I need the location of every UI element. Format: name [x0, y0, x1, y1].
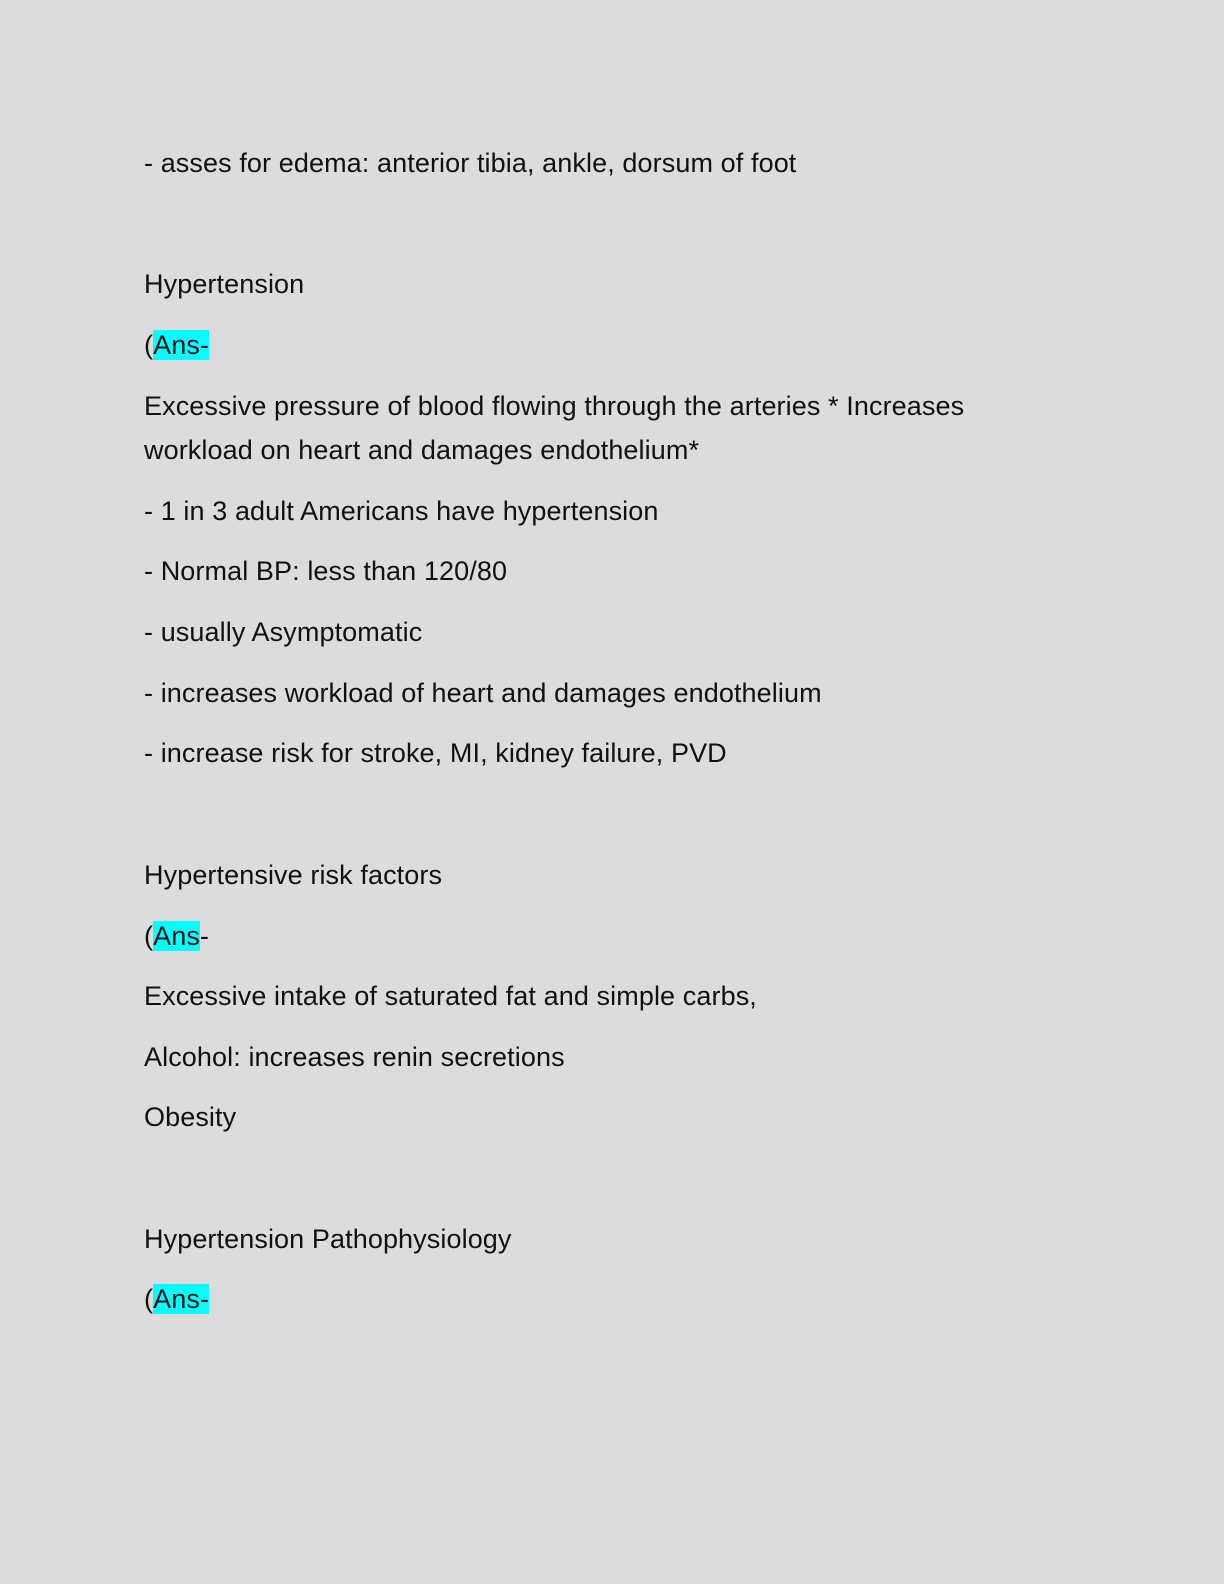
body-line: - usually Asymptomatic	[144, 617, 423, 647]
answer-highlight: Ans-	[153, 330, 210, 360]
body-line: Alcohol: increases renin secretions	[144, 1042, 565, 1072]
body-line: - increase risk for stroke, MI, kidney failure, PVD	[144, 738, 727, 768]
section-heading-risk-factors: Hypertensive risk factors	[144, 860, 443, 890]
body-line: - increases workload of heart and damages endothelium	[144, 678, 822, 708]
section-heading-pathophysiology: Hypertension Pathophysiology	[144, 1224, 512, 1254]
answer-highlight: Ans-	[153, 1284, 210, 1314]
answer-after: -	[199, 921, 210, 951]
body-paragraph: Excessive pressure of blood flowing through the arteries * Increases workload on heart and damages endothelium*	[144, 391, 965, 465]
answer-marker	[144, 1277, 209, 1321]
body-line: - 1 in 3 adult Americans have hypertension	[144, 496, 659, 526]
answer-open: (	[144, 330, 154, 360]
answer-highlight: Ans	[153, 921, 200, 951]
body-line: Excessive intake of saturated fat and simple carbs,	[144, 981, 757, 1011]
answer-open: (	[144, 1284, 154, 1314]
answer-open: (	[144, 921, 154, 951]
answer-marker	[144, 323, 209, 367]
section-heading-hypertension: Hypertension	[144, 269, 305, 299]
intro-line: - asses for edema: anterior tibia, ankle, dorsum of foot	[144, 148, 797, 178]
body-line: Obesity	[144, 1102, 237, 1132]
body-line: - Normal BP: less than 120/80	[144, 556, 508, 586]
answer-marker	[144, 914, 209, 958]
